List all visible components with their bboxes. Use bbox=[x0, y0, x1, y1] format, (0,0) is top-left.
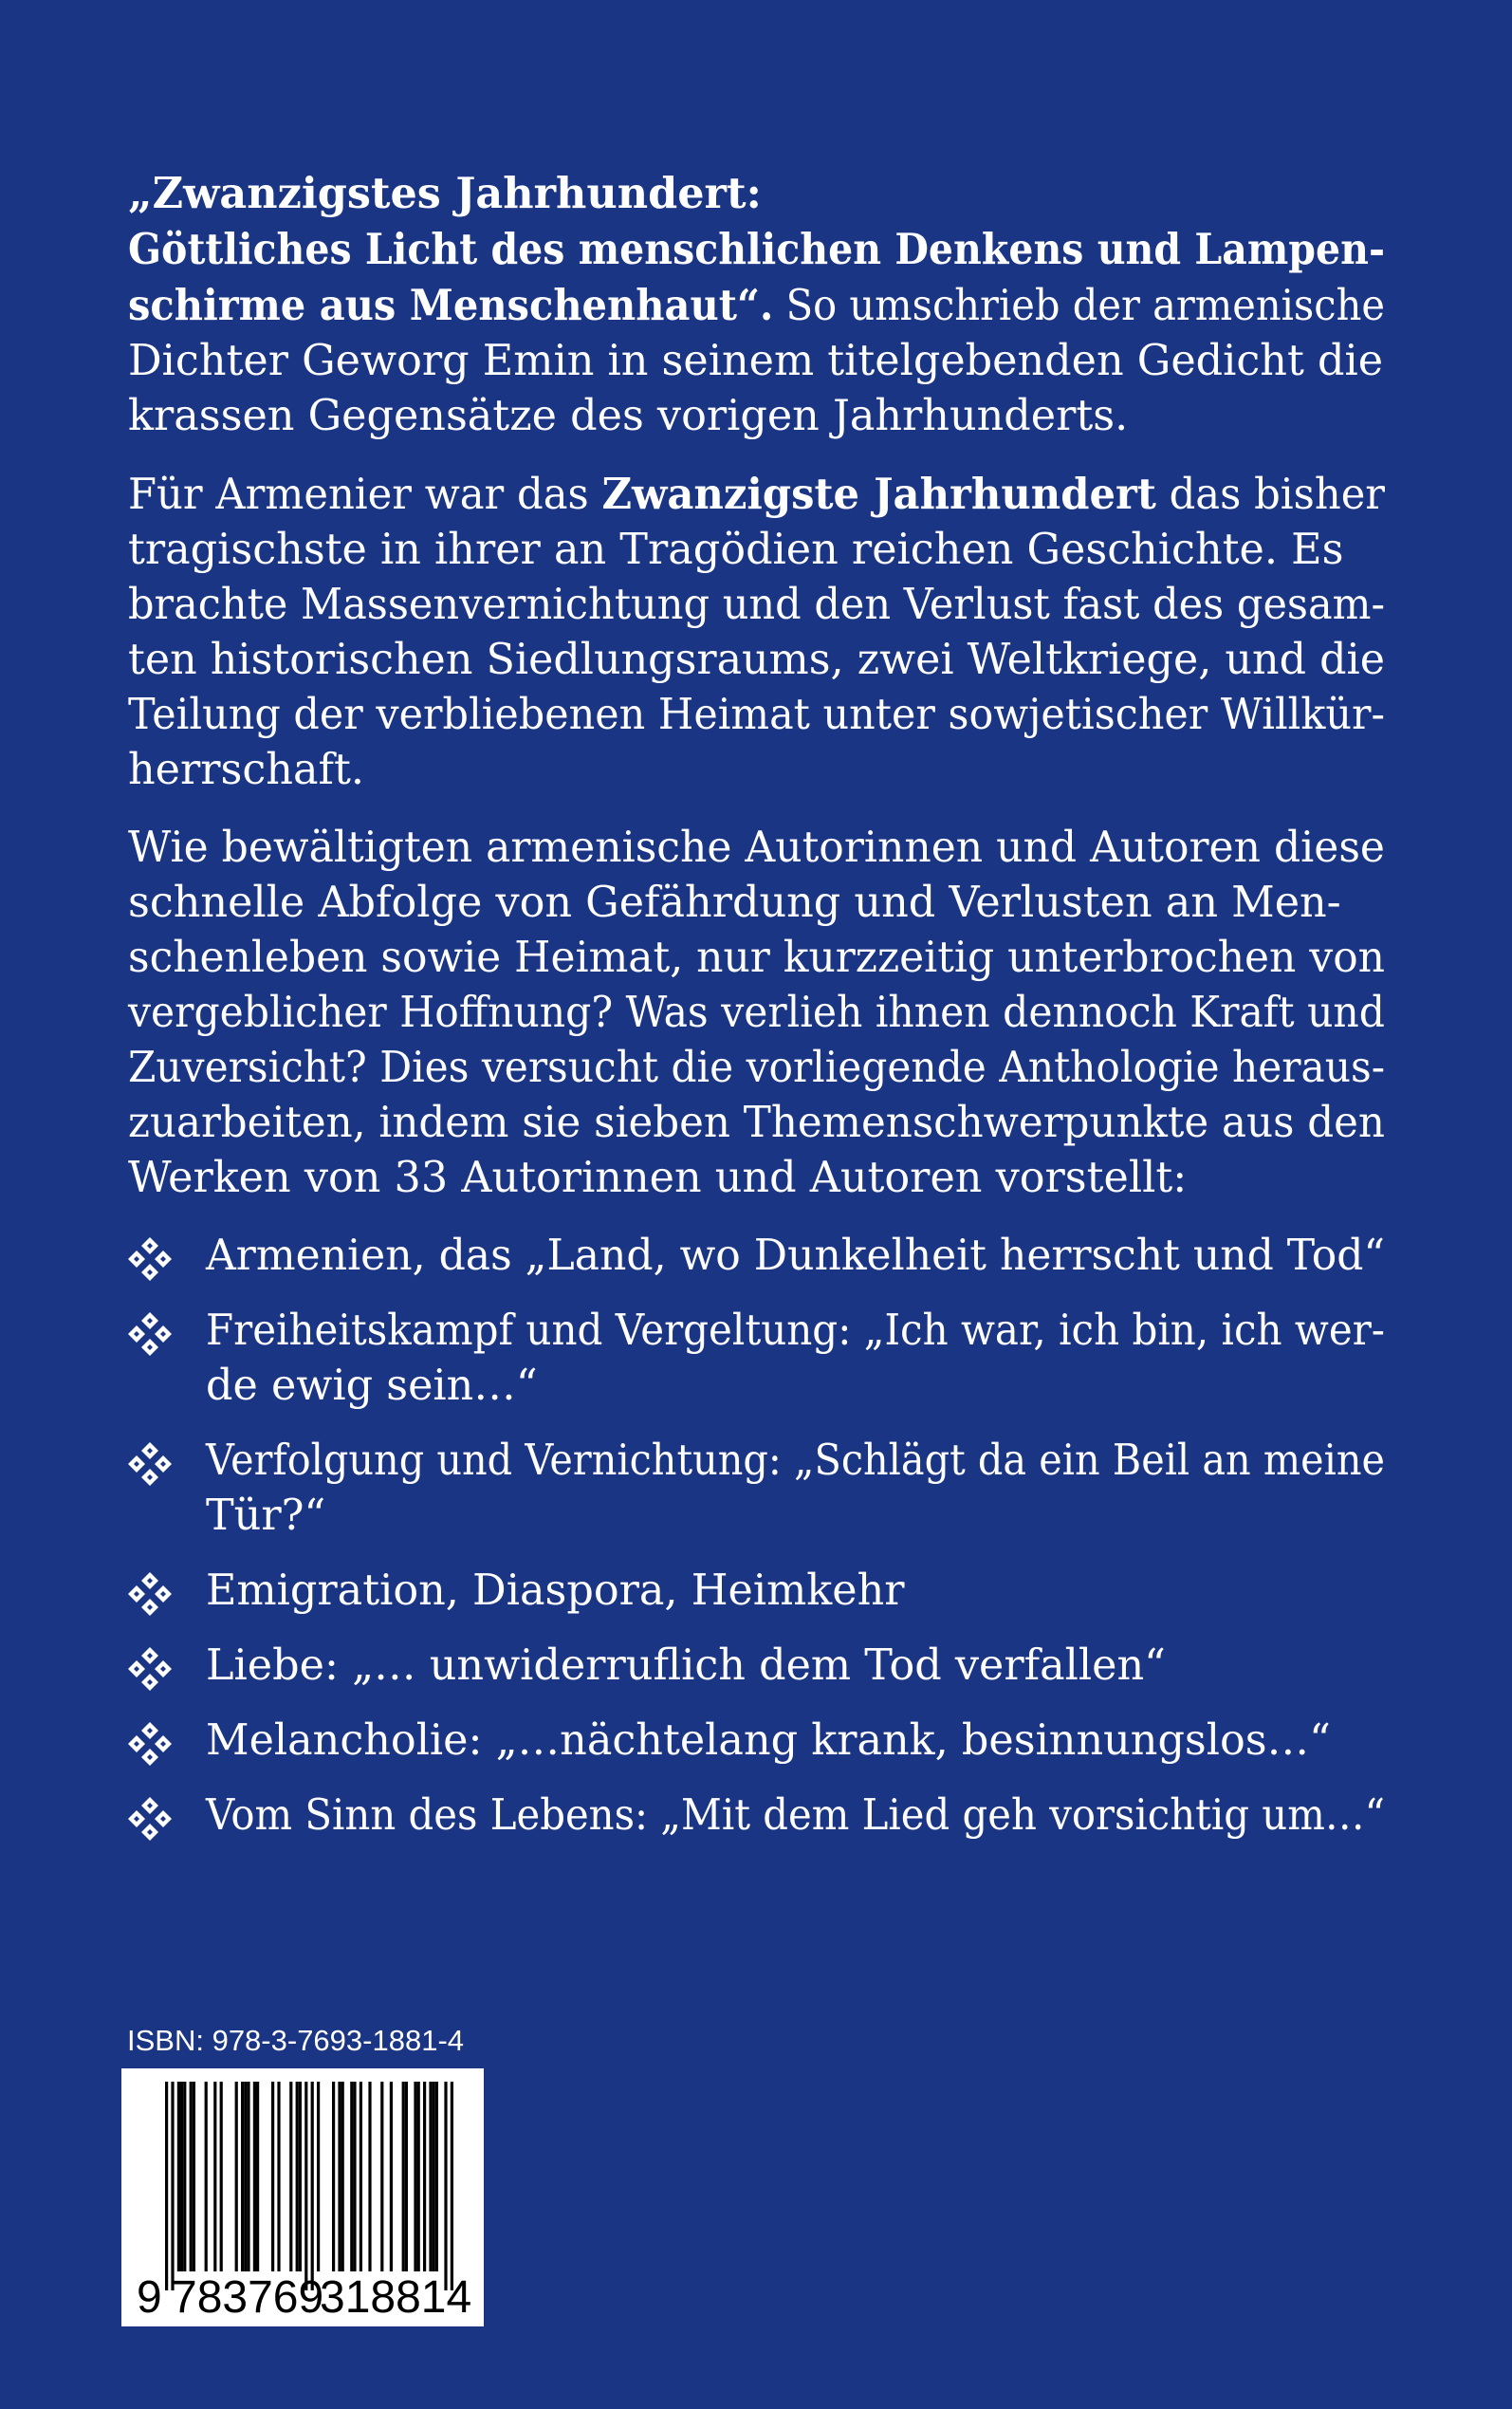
four-diamond-ornament-icon bbox=[128, 1647, 172, 1691]
barcode-bar bbox=[244, 2082, 247, 2271]
barcode-bar bbox=[213, 2082, 216, 2271]
text-segment: Teilung der verbliebenen Heimat unter sowjetischer Willkür- bbox=[128, 691, 1385, 739]
paragraph-line bbox=[128, 278, 1385, 334]
isbn-barcode bbox=[121, 2068, 484, 2326]
barcode-bar bbox=[165, 2082, 168, 2290]
barcode-bar bbox=[193, 2082, 195, 2271]
paragraph-line bbox=[128, 334, 1385, 389]
barcode-bar bbox=[317, 2082, 320, 2271]
bold-text: schirme aus Menschenhaut“. bbox=[128, 281, 774, 330]
theme-list-item bbox=[128, 1564, 1385, 1619]
theme-list-item-text: Vom Sinn des Lebens: „Mit dem Lied geh vorsichtig um…“ bbox=[206, 1791, 1385, 1840]
barcode-bar bbox=[241, 2082, 244, 2271]
theme-list-item bbox=[128, 1714, 1385, 1769]
paragraph-line bbox=[128, 166, 1385, 222]
paragraph-3 bbox=[128, 821, 1385, 1206]
four-diamond-ornament-icon bbox=[128, 1572, 172, 1616]
barcode-bar bbox=[360, 2082, 362, 2271]
barcode-bar bbox=[444, 2082, 447, 2290]
barcode-bar bbox=[205, 2082, 208, 2271]
theme-list-item-text: Emigration, Diaspora, Heimkehr bbox=[206, 1566, 905, 1615]
barcode-bar bbox=[405, 2082, 408, 2271]
paragraph-line bbox=[128, 578, 1385, 633]
barcode-bar bbox=[332, 2082, 335, 2271]
barcode-bar bbox=[289, 2082, 292, 2271]
barcode-digit-left-group: 783769 bbox=[172, 2272, 324, 2323]
barcode-bar bbox=[277, 2082, 280, 2271]
four-diamond-ornament-icon bbox=[128, 1797, 172, 1841]
barcode-bar bbox=[451, 2082, 453, 2290]
paragraph-line bbox=[128, 931, 1385, 986]
barcode-bar bbox=[253, 2082, 256, 2271]
paragraph-1 bbox=[128, 166, 1385, 444]
paragraph-line bbox=[128, 986, 1385, 1041]
back-cover-text bbox=[128, 166, 1385, 1863]
theme-list-item-text: Freiheitskampf und Vergeltung: „Ich war, ich bin, ich wer- bbox=[206, 1306, 1385, 1355]
bold-text: Göttliches Licht des menschlichen Denkens und Lampen- bbox=[128, 225, 1385, 274]
paragraph-line bbox=[128, 688, 1385, 743]
text-segment: herrschaft. bbox=[128, 746, 364, 794]
paragraph-line bbox=[128, 821, 1385, 876]
barcode-bar bbox=[190, 2082, 193, 2271]
barcode-bar bbox=[429, 2082, 432, 2271]
text-segment: zuarbeiten, indem sie sieben Themenschwerpunkte aus den bbox=[128, 1099, 1385, 1147]
four-diamond-ornament-icon bbox=[128, 1312, 172, 1356]
barcode-bar bbox=[423, 2082, 426, 2271]
paragraph-line bbox=[128, 467, 1385, 523]
barcode-bar bbox=[220, 2082, 223, 2271]
barcode-bar bbox=[368, 2082, 371, 2271]
barcode-bar bbox=[350, 2082, 353, 2271]
paragraph-2 bbox=[128, 467, 1385, 798]
theme-list-item bbox=[128, 1788, 1385, 1844]
barcode-bar bbox=[271, 2082, 274, 2271]
bold-text: Zwanzigste Jahrhundert bbox=[601, 470, 1156, 519]
four-diamond-ornament-icon bbox=[128, 1722, 172, 1766]
theme-list-item-text: Tür?“ bbox=[206, 1492, 326, 1540]
theme-list-item-text: Melancholie: „…nächtelang krank, besinnungslos…“ bbox=[206, 1716, 1331, 1765]
theme-list-item bbox=[128, 1229, 1385, 1284]
barcode-bar bbox=[247, 2082, 249, 2271]
four-diamond-ornament-icon bbox=[128, 1237, 172, 1281]
paragraph-line bbox=[128, 1041, 1385, 1096]
text-segment: tragischste in ihrer an Tragödien reichen Geschichte. Es bbox=[128, 526, 1344, 574]
theme-list bbox=[128, 1229, 1385, 1844]
theme-list-item-text: Armenien, das „Land, wo Dunkelheit herrscht und Tod“ bbox=[206, 1232, 1385, 1280]
barcode-bar bbox=[402, 2082, 405, 2271]
barcode-bar bbox=[390, 2082, 393, 2271]
text-segment: Werken von 33 Autorinnen und Autoren vorstellt: bbox=[128, 1154, 1188, 1202]
text-segment: krassen Gegensätze des vorigen Jahrhunderts. bbox=[128, 392, 1129, 440]
theme-list-item bbox=[128, 1434, 1385, 1544]
theme-list-item-text: Verfolgung und Vernichtung: „Schlägt da ein Beil an meine bbox=[206, 1436, 1385, 1485]
barcode-bar bbox=[338, 2082, 341, 2271]
isbn-label: ISBN: 978-3-7693-1881-4 bbox=[127, 2024, 465, 2057]
text-segment: ten historischen Siedlungsraums, zwei Weltkriege, und die bbox=[128, 636, 1385, 684]
paragraph-line bbox=[128, 876, 1385, 931]
barcode-bar bbox=[380, 2082, 383, 2271]
text-segment: Wie bewältigten armenische Autorinnen und Autoren diese bbox=[128, 824, 1385, 872]
barcode-bar bbox=[417, 2082, 420, 2271]
theme-list-item bbox=[128, 1304, 1385, 1414]
blurb-paragraphs bbox=[128, 166, 1385, 1206]
theme-list-item-text: Liebe: „… unwiderruflich dem Tod verfallen“ bbox=[206, 1641, 1166, 1690]
barcode-bar bbox=[433, 2082, 435, 2271]
barcode-bar bbox=[311, 2082, 314, 2290]
barcode-bar bbox=[235, 2082, 238, 2271]
paragraph-line bbox=[128, 743, 1385, 798]
paragraph-line bbox=[128, 523, 1385, 578]
barcode-bar bbox=[304, 2082, 307, 2290]
paragraph-line bbox=[128, 633, 1385, 688]
barcode-digit-right-group: 318814 bbox=[320, 2272, 472, 2323]
barcode-bar bbox=[353, 2082, 356, 2271]
four-diamond-ornament-icon bbox=[128, 1442, 172, 1486]
text-segment: So umschrieb der armenische bbox=[773, 282, 1385, 330]
barcode-digit-lead: 9 bbox=[137, 2272, 162, 2323]
text-segment: schenleben sowie Heimat, nur kurzzeitig unterbrochen von bbox=[128, 934, 1385, 982]
barcode-bar bbox=[177, 2082, 180, 2271]
barcode-bar bbox=[414, 2082, 416, 2271]
text-segment: vergeblicher Hoffnung? Was verlieh ihnen dennoch Kraft und bbox=[128, 989, 1385, 1037]
text-segment: das bisher bbox=[1155, 471, 1385, 519]
text-segment: Für Armenier war das bbox=[128, 471, 602, 519]
paragraph-line bbox=[128, 1151, 1385, 1206]
paragraph-line bbox=[128, 389, 1385, 444]
barcode-bar bbox=[180, 2082, 183, 2271]
barcode-bar bbox=[341, 2082, 344, 2271]
text-segment: brachte Massenvernichtung und den Verlust fast des gesam- bbox=[128, 581, 1385, 629]
barcode-bar bbox=[171, 2082, 174, 2290]
barcode-bar bbox=[435, 2082, 438, 2271]
barcode-bar bbox=[256, 2082, 259, 2271]
barcode-bar bbox=[296, 2082, 299, 2271]
theme-list-item bbox=[128, 1639, 1385, 1694]
barcode-bar bbox=[299, 2082, 302, 2271]
text-segment: Zuversicht? Dies versucht die vorliegende Anthologie heraus- bbox=[128, 1044, 1385, 1092]
barcode-bar bbox=[183, 2082, 186, 2271]
text-segment: Dichter Geworg Emin in seinem titelgebenden Gedicht die bbox=[128, 337, 1384, 385]
bold-text: „Zwanzigstes Jahrhundert: bbox=[128, 169, 762, 218]
paragraph-line bbox=[128, 222, 1385, 278]
text-segment: schnelle Abfolge von Gefährdung und Verlusten an Men- bbox=[128, 879, 1341, 927]
theme-list-item-text: de ewig sein…“ bbox=[206, 1362, 538, 1410]
paragraph-line bbox=[128, 1096, 1385, 1151]
